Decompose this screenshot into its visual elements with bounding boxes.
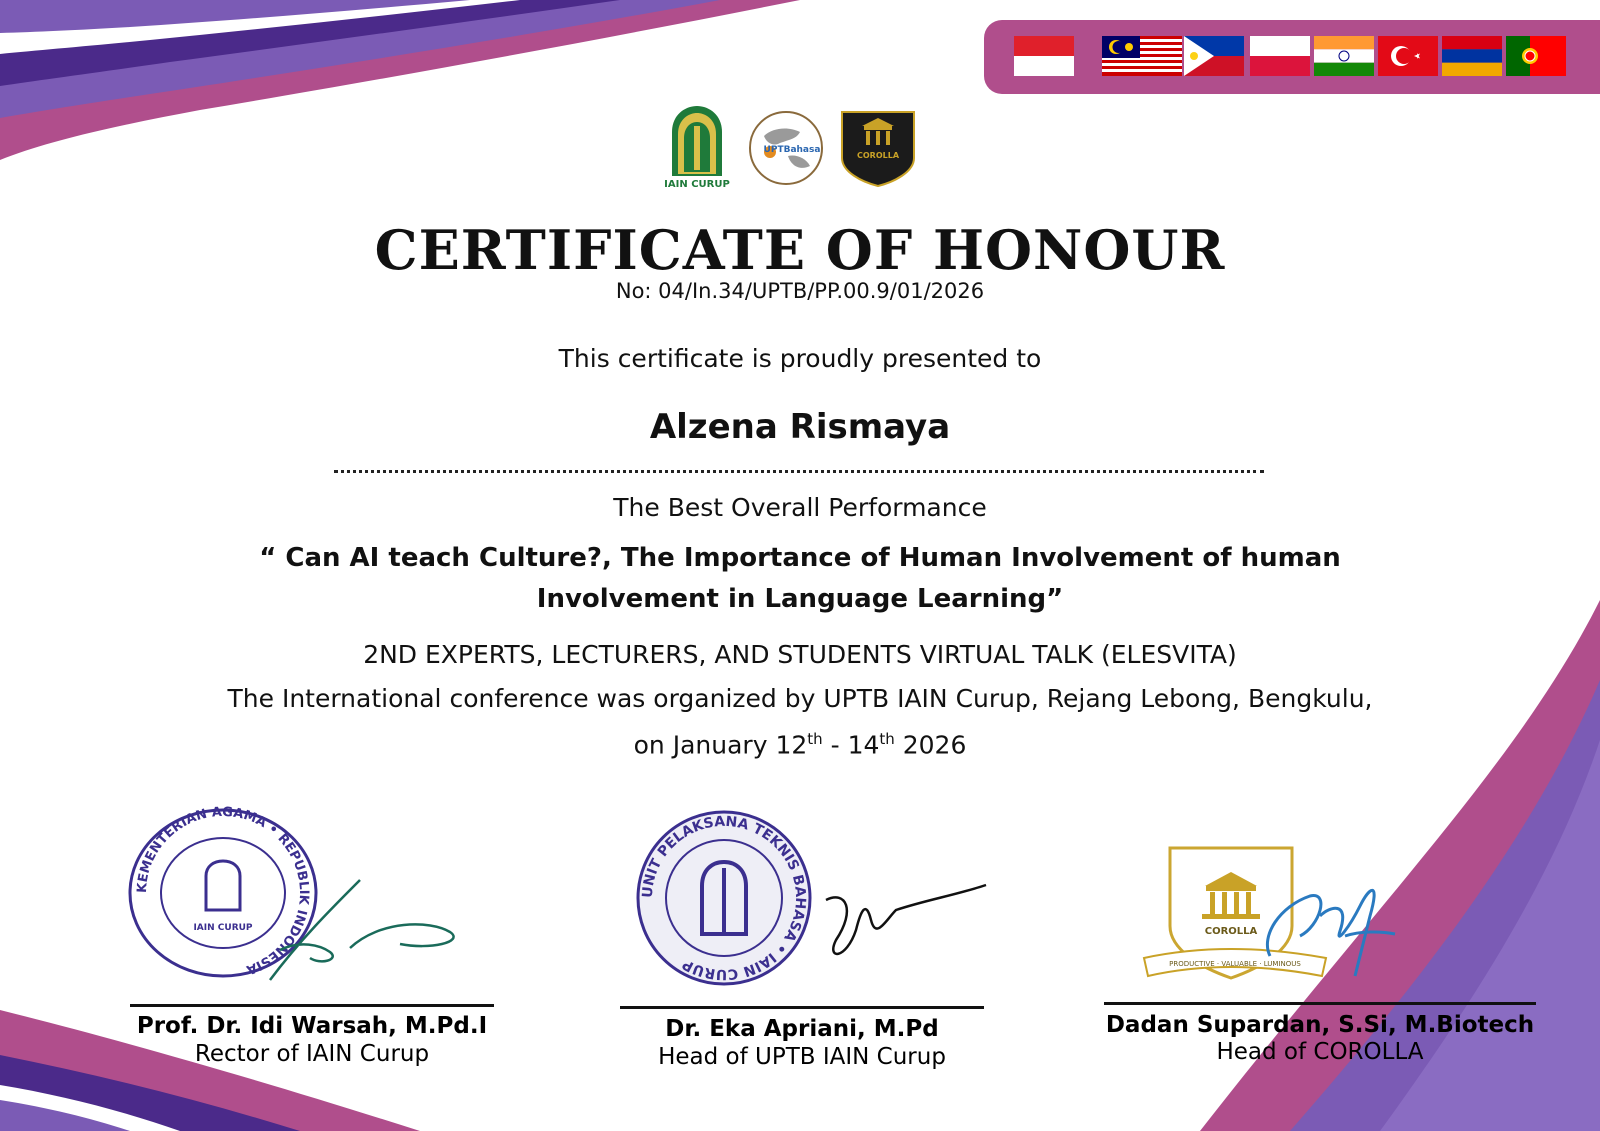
iain-logo-label: IAIN CURUP	[664, 179, 730, 190]
dotted-divider	[334, 470, 1264, 473]
uptb-stamp	[636, 810, 812, 986]
portugal-flag	[1506, 36, 1566, 76]
talk-topic: “ Can AI teach Culture?, The Importance of Human Involvement of human Involvement in Language Learning”	[259, 543, 1341, 614]
date-middle: - 14	[822, 730, 880, 760]
iain-curup-logo	[664, 104, 730, 190]
corolla-logo-label: COROLLA	[856, 151, 900, 160]
india-flag	[1314, 36, 1374, 76]
date-sup-1: th	[807, 730, 823, 748]
turkey-flag	[1378, 36, 1438, 76]
date-prefix: on January 12	[633, 730, 808, 760]
flag-bar	[984, 20, 1600, 94]
philippines-flag	[1184, 36, 1244, 76]
event-name: 2ND EXPERTS, LECTURERS, AND STUDENTS VIRTUAL TALK (ELESVITA)	[363, 640, 1237, 669]
kemenag-stamp-text: KEMENTERIAN AGAMA • REPUBLIK INDONESIA	[134, 806, 312, 978]
signature-line-3	[1104, 1002, 1536, 1005]
event-date	[0, 722, 1600, 762]
signature-line-2	[620, 1006, 984, 1009]
date-suffix: 2026	[894, 730, 967, 760]
armenia-flag	[1442, 36, 1502, 76]
corolla-stamp-sub: PRODUCTIVE · VALUABLE · LUMINOUS	[1169, 960, 1301, 968]
signatory-1-role: Rector of IAIN Curup	[194, 1041, 430, 1067]
corolla-logo	[836, 108, 920, 188]
organizer-text: The International conference was organized by UPTB IAIN Curup, Rejang Lebong, Bengkulu,	[227, 684, 1373, 713]
signatory-2-name: Dr. Eka Apriani, M.Pd	[665, 1016, 939, 1042]
signatory-2-role: Head of UPTB IAIN Curup	[658, 1044, 946, 1070]
logo-row	[664, 104, 924, 190]
signature-2	[816, 880, 996, 980]
recipient-name: Alzena Rismaya	[649, 407, 951, 447]
certificate-title: CERTIFICATE OF HONOUR	[374, 218, 1226, 282]
malaysia-flag	[1102, 36, 1182, 76]
signatory-3-name: Dadan Supardan, S.Si, M.Biotech	[1105, 1012, 1535, 1038]
presented-to-text: This certificate is proudly presented to	[558, 344, 1042, 373]
signature-3	[1260, 876, 1410, 986]
uptb-stamp-text: UNIT PELAKSANA TEKNIS BAHASA • IAIN CURUP	[639, 813, 809, 983]
signatory-1-name: Prof. Dr. Idi Warsah, M.Pd.I	[136, 1013, 488, 1039]
indonesia-flag	[1014, 36, 1074, 76]
signature-1	[240, 870, 470, 990]
date-sup-2: th	[879, 730, 895, 748]
poland-flag	[1250, 36, 1310, 76]
uptb-logo	[748, 110, 824, 186]
signatory-3-role: Head of COROLLA	[1216, 1039, 1424, 1065]
award-title: The Best Overall Performance	[613, 493, 987, 522]
certificate-number: No: 04/In.34/UPTB/PP.00.9/01/2026	[615, 279, 985, 303]
signature-line-1	[130, 1004, 494, 1007]
kemenag-stamp-inner: IAIN CURUP	[193, 923, 253, 933]
corolla-stamp-text: COROLLA	[1204, 926, 1258, 937]
uptb-logo-label: UPTBahasa	[763, 145, 821, 155]
